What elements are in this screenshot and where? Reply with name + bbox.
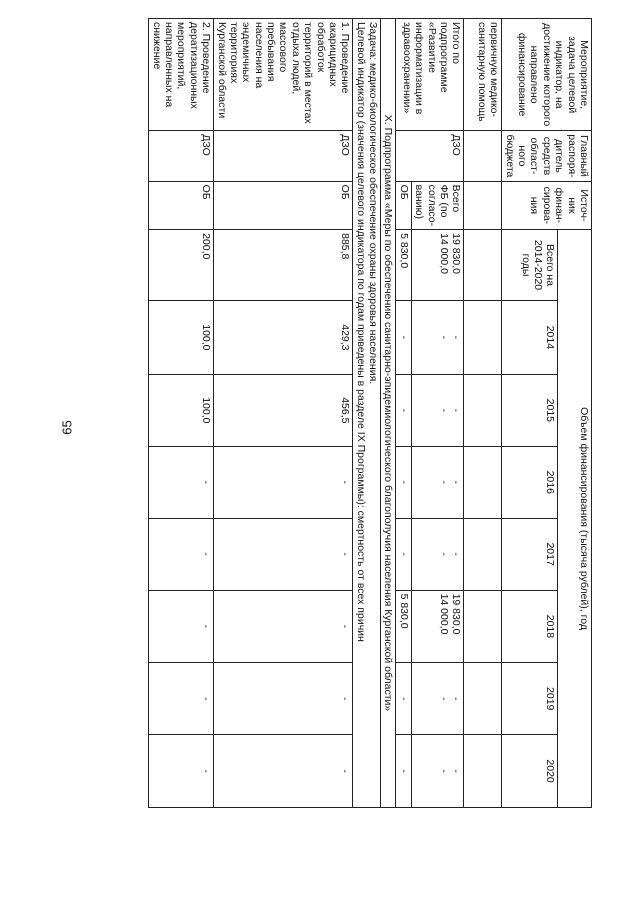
page-number: 65 [59,420,75,435]
header-measure: Мероприятие, задача целевой индикатор, на достижение которого направлено финансирование [502,19,592,131]
row-value: 5 830,0 [396,590,411,663]
row-value: - [214,446,353,518]
row-value: - [396,446,411,518]
rotated-table-sheet [70,18,592,808]
row-value-cell [411,518,464,590]
header-source: Источ-ник финан-сирова-ния [502,181,592,229]
header-year-2018: 2018 [502,590,558,663]
header-year-total: Всего на 2014-2020 годы [502,230,558,301]
row-value-cell [411,374,464,446]
row-value: - [450,480,463,485]
row-source [464,181,502,229]
row-value [464,300,502,374]
row-value: 100,0 [149,374,214,446]
section-title: X. Подпрограмма «Меры по обеспечению санитарно-эпидемиологического благополучия населения Курганской области» [381,19,396,808]
row-value [464,663,502,735]
row-measure: 1. Проведение акарицидных обработок территорий в местах отдыха людей, массового пребывания населения на эндемичных территориях Курганской области [214,19,353,131]
table-row [214,19,353,808]
row-value: - [438,769,450,773]
row-value: - [438,480,450,485]
row-value [464,735,502,808]
row-value: - [149,518,214,590]
financing-table [148,18,592,808]
header-year-2014: 2014 [502,300,558,374]
row-source: ОБ [149,181,214,229]
section-row [381,19,396,808]
header-volume: Объем финансирования (тысяча рублей), год [558,230,592,808]
row-value-cell [411,663,464,735]
row-measure: Итого по подпрограмме «Развитие информатизации в здравоохранении» [396,19,464,131]
row-value-cell [411,735,464,808]
row-value-cell [411,446,464,518]
row-source: ОБ [396,181,411,229]
header-manager: Главный распоря-дитель средств област-ного бюджета [502,131,592,181]
row-value: - [450,696,463,701]
row-value: - [214,590,353,663]
row-value: - [438,335,450,340]
row-value-cell [411,300,464,374]
header-year-2020: 2020 [502,735,558,808]
row-value: 100,0 [149,300,214,374]
row-source-group [411,181,464,229]
row-value: - [438,552,450,556]
row-value: - [450,335,463,340]
task-text: Задача: медико-биологическое обеспечение охраны здоровья населения. [367,22,380,385]
row-value: 19 830,0 [450,233,463,274]
row-value: - [149,590,214,663]
row-value: 200,0 [149,230,214,301]
row-manager: ДЗО [214,131,353,181]
row-value: 14 000,0 [438,233,450,274]
task-row [353,19,381,808]
row-value: 14 000,0 [438,593,450,635]
header-year-2016: 2016 [502,446,558,518]
row-value: - [396,300,411,374]
row-manager [464,131,502,181]
table-row [149,19,214,808]
header-year-2019: 2019 [502,663,558,735]
row-value: - [214,663,353,735]
row-value [464,230,502,301]
row-value: - [396,663,411,735]
row-source: ОБ [214,181,353,229]
row-value [464,446,502,518]
row-value: - [396,735,411,808]
header-year-2015: 2015 [502,374,558,446]
row-value: - [450,769,463,773]
row-value: - [450,408,463,413]
row-value: - [438,408,450,413]
row-source: Всего [450,184,463,213]
row-value: - [214,735,353,808]
row-value [464,518,502,590]
row-source: ФБ (по согласо-ванию) [413,184,450,227]
row-value [464,590,502,663]
row-value: - [149,735,214,808]
row-manager: ДЗО [396,131,464,181]
row-measure: первичную медико-санитарную помощь [464,19,502,131]
row-value: - [214,518,353,590]
row-value: 429,3 [214,300,353,374]
row-value: - [396,374,411,446]
row-value: 885,8 [214,230,353,301]
row-value: 456,5 [214,374,353,446]
row-value-cell [411,590,464,663]
table-row-total [411,19,464,808]
row-value: 5 830,0 [396,230,411,301]
row-value: - [396,518,411,590]
row-manager: ДЗО [149,131,214,181]
row-value: 19 830,0 [450,593,463,635]
row-value: - [149,663,214,735]
row-value: - [438,696,450,701]
row-value: - [450,552,463,556]
row-value-cell [411,230,464,301]
row-measure: 2. Проведение дератизационных мероприятий, направленных на снижение [149,19,214,131]
table-row [464,19,502,808]
row-value [464,374,502,446]
indicator-text: Целевой индикатор (значения целевого индикатора по годам приведены в разделе IX Программы): смертность от всех причин [354,22,367,642]
row-value: - [149,446,214,518]
header-year-2017: 2017 [502,518,558,590]
